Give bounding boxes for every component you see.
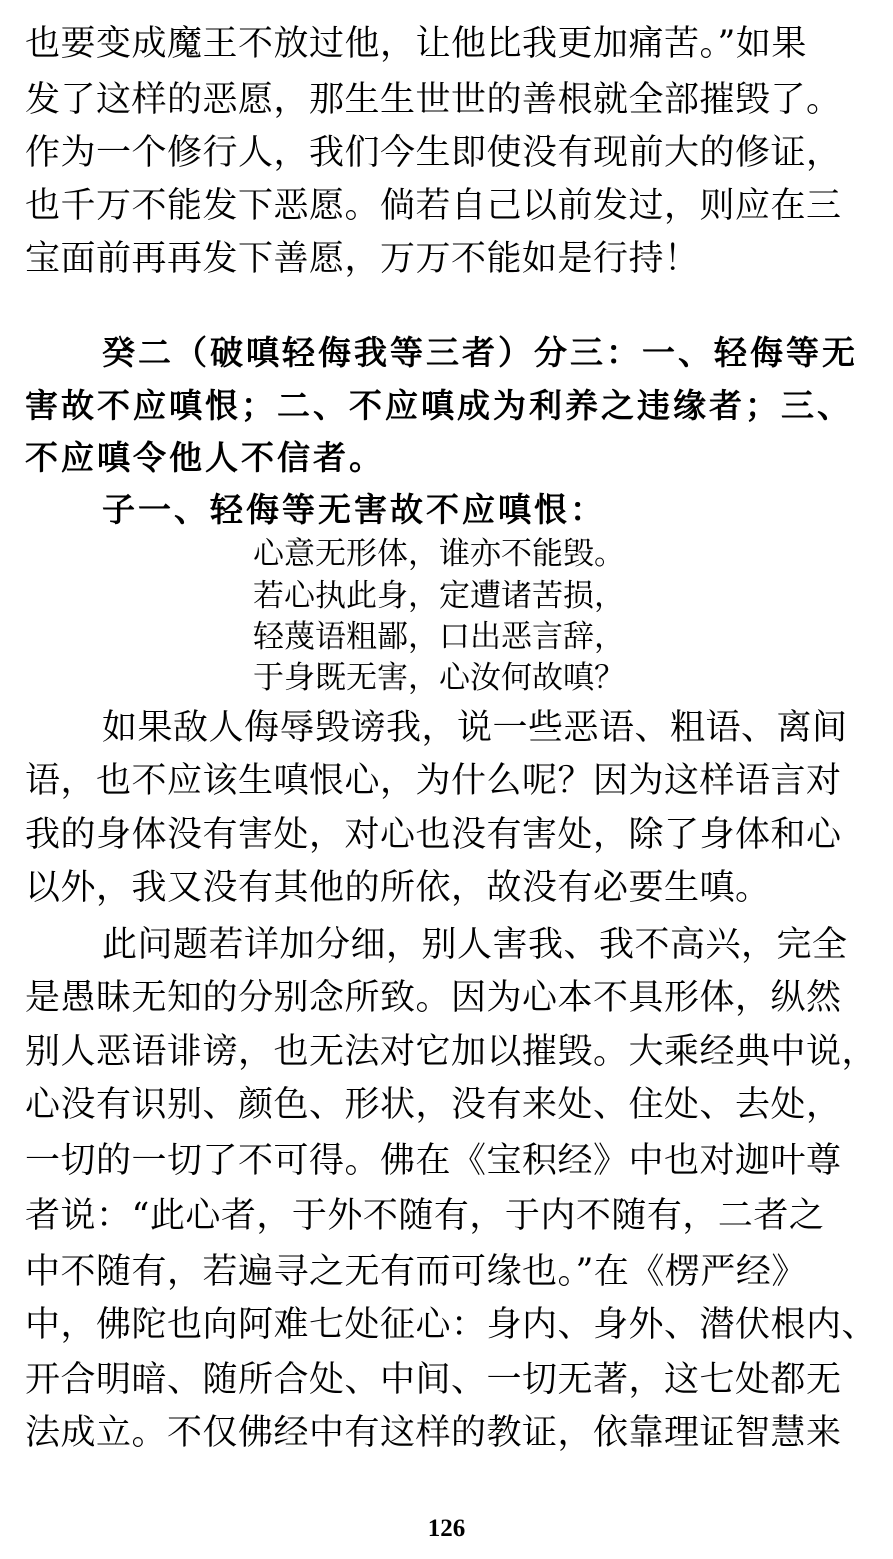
text-line: 也千万不能发下恶愿。倘若自己以前发过，则应在三 xyxy=(25,186,842,226)
verse-line: 轻蔑语粗鄙，口出恶言辞， xyxy=(253,619,625,654)
text-line: 一切的一切了不可得。佛在《宝积经》中也对迦叶尊 xyxy=(25,1141,842,1181)
text-line: 语，也不应该生嗔恨心，为什么呢？因为这样语言对 xyxy=(25,761,842,801)
text-line: 发了这样的恶愿，那生生世世的善根就全部摧毁了。 xyxy=(25,80,842,120)
verse-line: 若心执此身，定遭诸苦损， xyxy=(253,578,625,613)
text-line: 法成立。不仅佛经中有这样的教证，依靠理证智慧来 xyxy=(25,1413,842,1453)
text-line: 是愚昧无知的分别念所致。因为心本不具形体，纵然 xyxy=(25,978,842,1018)
text-line: 此问题若详加分细，别人害我、我不高兴，完全 xyxy=(102,925,848,965)
sub-heading: 子一、轻侮等无害故不应嗔恨： xyxy=(102,490,606,529)
heading-line: 害故不应嗔恨；二、不应嗔成为利养之违缘者；三、 xyxy=(25,386,853,425)
text-line: 作为一个修行人，我们今生即使没有现前大的修证， xyxy=(25,133,842,173)
text-line: 宝面前再再发下善愿，万万不能如是行持！ xyxy=(25,239,700,279)
text-line: 中不随有，若遍寻之无有而可缘也。”在《楞严经》 xyxy=(25,1252,807,1292)
text-line: 心没有识别、颜色、形状，没有来处、住处、去处， xyxy=(25,1085,842,1125)
text-line: 中，佛陀也向阿难七处征心：身内、身外、潜伏根内、 xyxy=(25,1305,878,1345)
page-number: 126 xyxy=(427,1515,466,1542)
text-line: 以外，我又没有其他的所依，故没有必要生嗔。 xyxy=(25,868,771,908)
text-line: 开合明暗、随所合处、中间、一切无著，这七处都无 xyxy=(25,1360,842,1400)
text-line: 别人恶语诽谤，也无法对它加以摧毁。大乘经典中说， xyxy=(25,1032,878,1072)
heading-line: 不应嗔令他人不信者。 xyxy=(25,438,385,477)
verse-line: 于身既无害，心汝何故嗔？ xyxy=(253,660,625,695)
text-line: 如果敌人侮辱毁谤我，说一些恶语、粗语、离间 xyxy=(102,708,848,748)
text-line: 我的身体没有害处，对心也没有害处，除了身体和心 xyxy=(25,815,842,855)
text-line: 者说：“此心者，于外不随有，于内不随有，二者之 xyxy=(25,1196,825,1236)
heading-line: 癸二（破嗔轻侮我等三者）分三：一、轻侮等无 xyxy=(102,333,858,372)
text-line: 也要变成魔王不放过他，让他比我更加痛苦。”如果 xyxy=(25,24,807,64)
verse-line: 心意无形体，谁亦不能毁。 xyxy=(253,536,625,571)
